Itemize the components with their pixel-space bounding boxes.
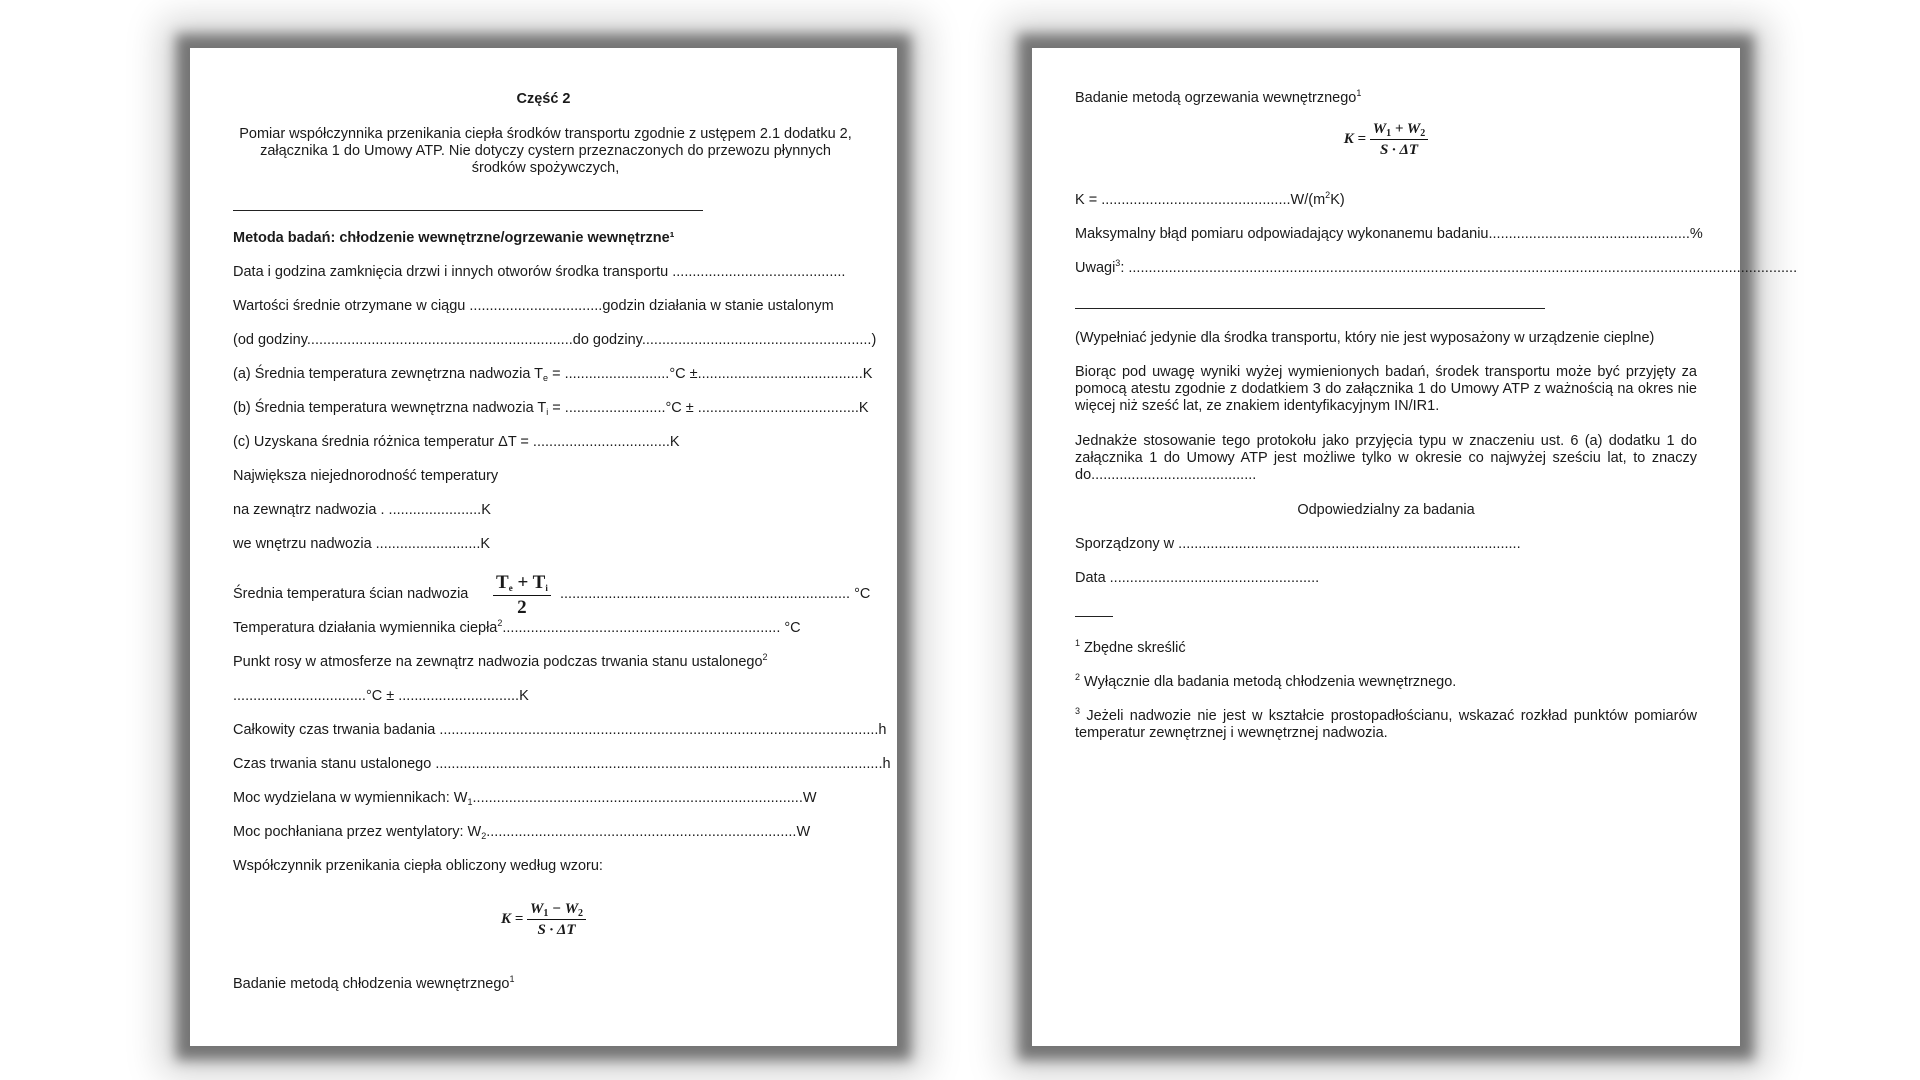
document-page-right bbox=[1032, 48, 1798, 1046]
responsible-label: Odpowiedzialny za badania bbox=[1297, 502, 1475, 518]
exchanger-temperature-field: Temperatura działania wymiennika ciepła$^2$..................................................................... °C bbox=[233, 618, 801, 636]
heating-method-label: Badanie metodą ogrzewania wewnętrznego$^1$ bbox=[1075, 88, 1362, 106]
method-title: Metoda badań: chłodzenie wewnętrzne/ogrzewanie wewnętrzne¹ bbox=[233, 230, 675, 246]
outside-body-field: na zewnątrz nadwozia . .......................K bbox=[233, 502, 491, 518]
delta-temperature-field: (c) Uzyskana średnia różnica temperatur ΔT = ..................................K bbox=[233, 434, 680, 450]
dew-point-values: .................................°C ± ..............................K bbox=[233, 688, 529, 704]
approval-paragraph: Biorąc pod uwagę wyniki wyżej wymienionych badań, środek transportu może być przyjęty za pomocą atestu zgodnie z dodatkiem 3 do załącznika 1 do Umowy ATP z ważnością na okres nie więcej niż sześć lat, ze znakiem identyfikacyjnym IN/IR1. bbox=[1075, 364, 1697, 414]
wall-temperature-label: Średnia temperatura ścian nadwozia bbox=[233, 586, 469, 602]
fill-note: (Wypełniać jedynie dla środka transportu, który nie jest wyposażony w urządzenie cieplne) bbox=[1075, 330, 1655, 346]
divider-line bbox=[1075, 308, 1545, 309]
footnote-1: $^1$ Zbędne skreślić bbox=[1075, 638, 1186, 656]
heating-formula: K = $\frac{W_1 + W_2}{S \cdot \Delta T}$ bbox=[1075, 120, 1697, 159]
divider-line bbox=[233, 210, 703, 211]
internal-temperature-field: (b) Średnia temperatura wewnętrzna nadwozia $T_i = .........................^\circ C \pm ........................................K$ bbox=[233, 400, 869, 417]
intro-paragraph: Pomiar współczynnika przenikania ciepła środków transportu zgodnie z ustępem 2.1 dodatku 2, załącznika 1 do Umowy ATP. Nie dotyczy cystern przeznaczonych do przewozu płynnych środków spożywczych, bbox=[239, 126, 852, 176]
power-fans-field: Moc pochłaniana przez wentylatory: $W_2.............................................................................W$ bbox=[233, 824, 811, 841]
footnote-2: $^2$ Wyłącznie dla badania metodą chłodzenia wewnętrznego. bbox=[1075, 672, 1457, 690]
wall-temperature-row bbox=[233, 572, 871, 618]
footnote-divider bbox=[1075, 616, 1113, 617]
mean-values-field: Wartości średnie otrzymane w ciągu .................................godzin działania w stanie ustalonym bbox=[233, 298, 834, 314]
section-heading: Część 2 bbox=[516, 91, 571, 107]
cooling-formula: K = $\frac{W_1 - W_2}{S \cdot \Delta T}$ bbox=[233, 900, 854, 939]
max-error-field: Maksymalny błąd pomiaru odpowiadający wykonanemu badaniu..................................................% bbox=[1075, 226, 1703, 242]
max-nonuniformity-label: Największa niejednorodność temperatury bbox=[233, 468, 499, 484]
footnote-3: $^3$ Jeżeli nadwozie nie jest w kształcie prostopadłościanu, wskazać rozkład punktów pomiarów temperatur zewnętrznej i wewnętrznej nadwozia. bbox=[1075, 706, 1697, 741]
wall-temperature-dots: ........................................................................ °C bbox=[560, 586, 871, 602]
dew-point-label: Punkt rosy w atmosferze na zewnątrz nadwozia podczas trwania stanu ustalonego$^2$ bbox=[233, 652, 768, 670]
coefficient-intro: Współczynnik przenikania ciepła obliczony według wzoru: bbox=[233, 858, 603, 874]
k-value-field: $K = ...............................................W/(m^2K)$ bbox=[1075, 190, 1345, 208]
prepared-in-field: Sporządzony w ..................................................................................... bbox=[1075, 536, 1521, 552]
document-page-left bbox=[190, 48, 897, 1046]
steady-time-field: Czas trwania stanu ustalonego ...............................................................................................................h bbox=[233, 756, 891, 772]
inside-body-field: we wnętrzu nadwozia ..........................K bbox=[233, 536, 491, 552]
door-closing-field: Data i godzina zamknięcia drzwi i innych otworów środka transportu ........................................... bbox=[233, 264, 846, 280]
power-exchangers-field: Moc wydzielana w wymiennikach: $W_1..................................................................................W$ bbox=[233, 790, 817, 807]
hours-range-field: (od godziny..................................................................do godziny.........................................................) bbox=[233, 332, 877, 348]
wall-temperature-formula: $\frac{T_e + T_i}{2}$ bbox=[493, 572, 551, 619]
cooling-method-label: Badanie metodą chłodzenia wewnętrznego$^1$ bbox=[233, 974, 515, 992]
external-temperature-field: (a) Średnia temperatura zewnętrzna nadwozia $T_e = ..........................^\circ C \pm.........................................K$ bbox=[233, 366, 873, 383]
type-approval-paragraph: Jednakże stosowanie tego protokołu jako przyjęcia typu w znaczeniu ust. 6 (a) dodatku 1 do załącznika 1 do Umowy ATP jest możliwe tylko w okresie co najwyżej sześciu lat, to znaczy do......................................... bbox=[1075, 433, 1697, 483]
remarks-field: Uwagi$^3$: ...................................................................................................................................................................... bbox=[1075, 258, 1798, 276]
total-time-field: Całkowity czas trwania badania .............................................................................................................h bbox=[233, 722, 887, 738]
date-field: Data .................................................... bbox=[1075, 570, 1320, 586]
